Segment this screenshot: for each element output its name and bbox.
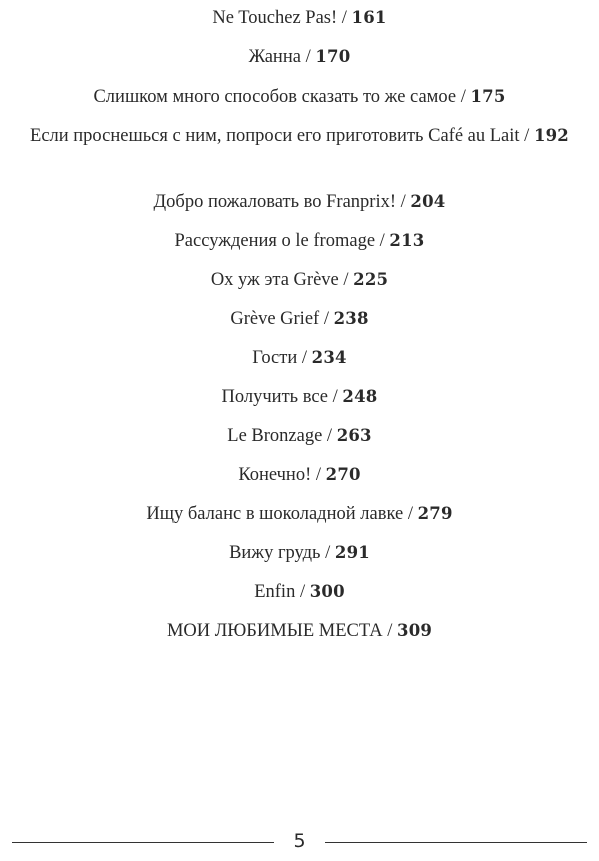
toc-entry-page: 192: [533, 126, 569, 145]
toc-entry-separator: /: [519, 126, 534, 146]
toc-entry: [0, 539, 599, 567]
toc-entry-separator: /: [338, 270, 354, 290]
toc-entry-title: Ищу баланс в шоколадной лавке: [146, 504, 404, 524]
page-number: 5: [293, 830, 306, 852]
footer-rule-left: [12, 842, 274, 843]
toc-entry-page: 291: [334, 543, 370, 562]
toc-entry: [14, 121, 585, 151]
toc-entry: [0, 344, 599, 372]
toc-entry-separator: /: [295, 582, 310, 602]
toc-entry-separator: /: [337, 8, 352, 28]
toc-entry-page: 309: [397, 621, 433, 640]
toc-entry: [0, 500, 599, 528]
toc-entry-title: МОИ ЛЮБИМЫЕ МЕСТА: [166, 621, 383, 641]
toc-entry-page: 225: [353, 270, 389, 289]
toc-entry-separator: /: [328, 387, 343, 407]
toc-entry-separator: /: [300, 47, 316, 67]
toc-entry-title: Получить все: [221, 387, 329, 407]
toc-entry-page: 263: [336, 426, 372, 445]
toc-entry-separator: /: [320, 543, 335, 563]
toc-entry: [0, 188, 599, 216]
toc-entry: [0, 422, 599, 450]
toc-entry-separator: /: [382, 621, 398, 641]
toc-entry-title: Вижу грудь: [229, 543, 321, 563]
toc-entry-page: 279: [417, 504, 453, 523]
toc-entry: [0, 461, 599, 489]
toc-entry-title: Ох уж эта Grève: [210, 270, 339, 290]
toc-entry-separator: /: [297, 348, 312, 368]
toc-entry-title: Жанна: [248, 47, 301, 67]
toc-entry-title: Рассуждения о le fromage: [174, 231, 376, 251]
toc-entry-title: Конечно!: [238, 465, 312, 485]
toc-entry-page: 204: [410, 192, 446, 211]
toc-entry-page: 238: [333, 309, 369, 328]
toc-entry-title: Слишком много способов сказать то же самое: [93, 87, 457, 107]
toc-entry-separator: /: [319, 309, 334, 329]
toc-entry-title: Ne Touchez Pas!: [212, 8, 338, 28]
toc-entry-title: Добро пожаловать во Franprix!: [153, 192, 397, 212]
toc-entry: [0, 83, 599, 111]
toc-entry-page: 213: [389, 231, 425, 250]
toc-entry-title: Если проснешься с ним, попроси его приготовить Café au Lait: [30, 126, 520, 146]
toc-entry: [0, 4, 599, 32]
toc-entry-separator: /: [456, 87, 471, 107]
toc-entry-separator: /: [403, 504, 418, 524]
toc-entry: [0, 266, 599, 294]
toc-entry-page: 270: [325, 465, 361, 484]
toc-entry-title: Le Bronzage: [227, 426, 323, 446]
toc-entry: [0, 43, 599, 71]
toc-entry-page: 300: [309, 582, 345, 601]
toc-entry-page: 170: [315, 47, 351, 66]
toc-entry-title: Гости: [252, 348, 298, 368]
footer-rule-right: [325, 842, 587, 843]
toc-entry-title: Grève Grief: [230, 309, 320, 329]
toc-entry: [0, 578, 599, 606]
toc-entry: [0, 305, 599, 333]
toc-entry: [0, 383, 599, 411]
toc-entry-page: 175: [470, 87, 506, 106]
toc-entry-separator: /: [322, 426, 337, 446]
page-footer: [0, 828, 599, 858]
toc-entry-separator: /: [396, 192, 411, 212]
toc-entry-page: 248: [342, 387, 378, 406]
toc-entry-page: 161: [351, 8, 387, 27]
toc-entry-title: Enfin: [254, 582, 296, 602]
toc-entry-separator: /: [311, 465, 326, 485]
toc-entry-page: 234: [311, 348, 347, 367]
toc-entry-separator: /: [375, 231, 390, 251]
toc-entry: [0, 617, 599, 645]
toc-entry: [0, 227, 599, 255]
